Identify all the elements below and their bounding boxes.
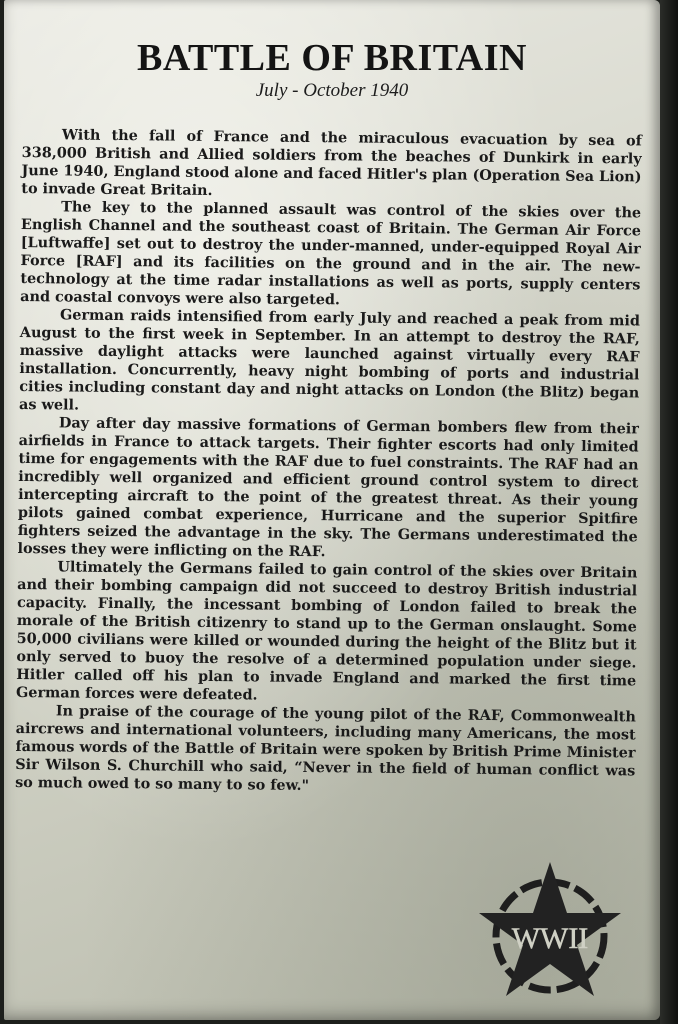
plaque-subtitle: July - October 1940 xyxy=(255,80,409,101)
paragraph-bombers: Day after day massive formations of German bombers flew from their airfields in France to attack targets. Their fighter escorts had only limited time for engagements with the RAF due to fuel constraints. The RAF had an incredibly well organized and efficient ground control system to direct intercepting aircraft to the point of the greatest threat. As their young pilots gained combat experience, Hurricane and the superior Spitfire fighters seized the advantage in the sky. The Germans underestimated the losses they were inflicting on the RAF. xyxy=(17,414,639,561)
paragraph-outcome: Ultimately the Germans failed to gain control of the skies over Britain and their bombing campaign did not succeed to destroy British industrial capacity. Finally, the incessant bombing of London failed to break the morale of the British citizenry to stand up to the German onslaught. Some 50,000 civilians were killed or wounded during the height of the Blitz but it only served to buoy the resolve of a determined population under siege. Hitler called off his plan to invade England and marked the first time German forces were defeated. xyxy=(15,558,638,704)
plaque-body xyxy=(15,126,642,798)
wwii-star-emblem-icon xyxy=(470,858,630,1008)
paragraph-raids: German raids intensified from early July and reached a peak from mid August to the first week in September. In an attempt to destroy the RAF, massive daylight attacks were launched against virtually every RAF installation. Concurrently, heavy night bombing of ports and industrial cities including constant day and night attacks on London (the Blitz) began as well. xyxy=(18,306,641,414)
plaque-panel xyxy=(4,0,660,1020)
emblem-text: WWII xyxy=(511,922,589,955)
background-edge xyxy=(660,0,678,1024)
paragraph-planned-assault: The key to the planned assault was control of the skies over the English Channel and the southeast coast of Britain. The German Air Force [Luftwaffe] set out to destroy the under-manned, under-equipped Royal Air Force [RAF] and its facilities on the ground and in the air. The new-technology at the time radar installations as well as ports, supply centers and coastal convoys were also targeted. xyxy=(20,198,642,309)
plaque-title: BATTLE OF BRITAIN xyxy=(137,37,527,79)
paragraph-churchill: In praise of the courage of the young pilot of the RAF, Commonwealth aircrews and international volunteers, including many Americans, the most famous words of the Battle of Britain were spoken by British Prime Minister Sir Wilson S. Churchill who said, “Never in the field of human conflict was so much owed to so many to so few." xyxy=(15,702,636,795)
paragraph-dunkirk: With the fall of France and the miraculous evacuation by sea of 338,000 British and Allied soldiers from the beaches of Dunkirk in early June 1940, England stood alone and faced Hitler's plan (Operation Sea Lion) to invade Great Britain. xyxy=(21,126,642,199)
